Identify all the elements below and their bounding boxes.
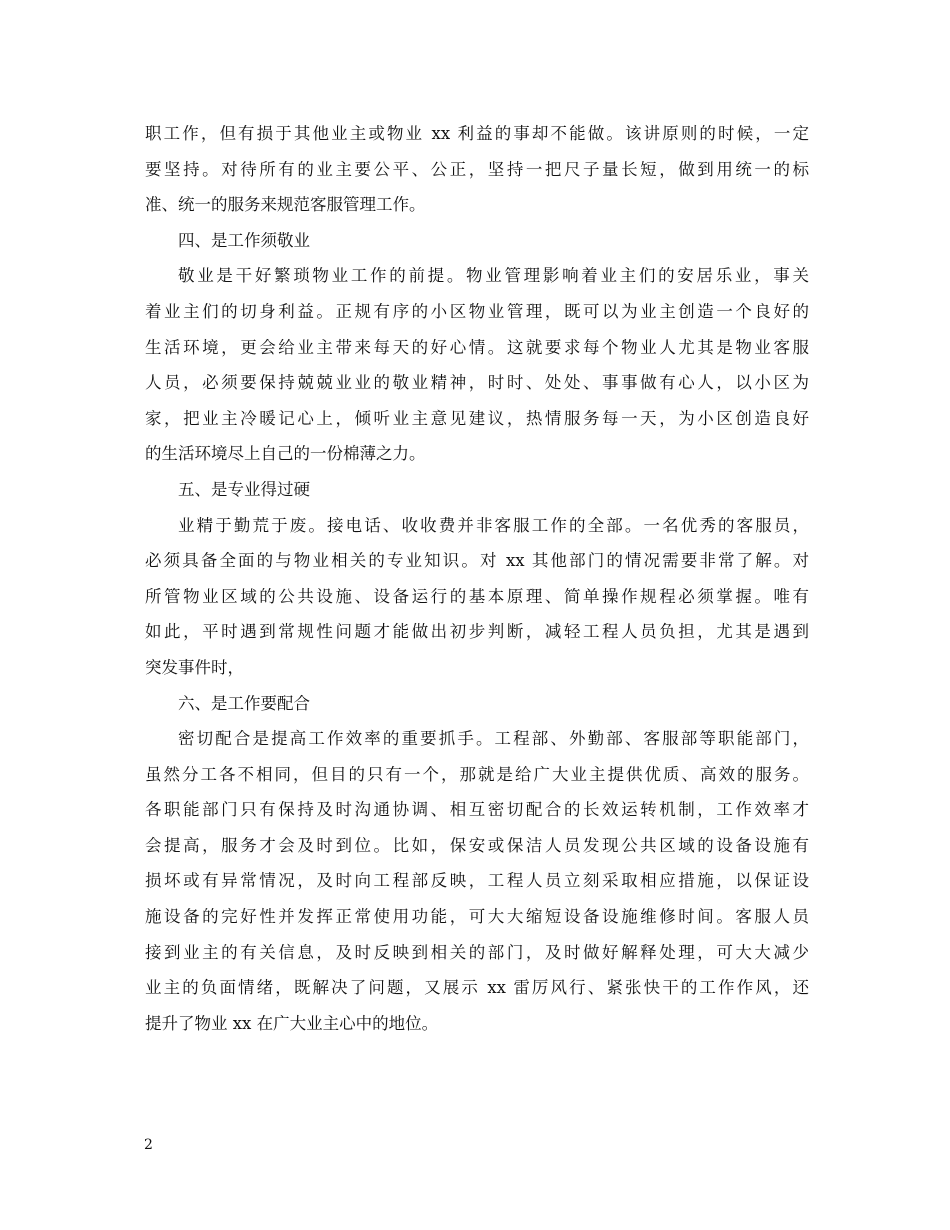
text-line: 密切配合是提高工作效率的重要抓手。工程部、外勤部、客服部等职能部门， <box>178 729 809 749</box>
text-line: 施设备的完好性并发挥正常使用功能，可大大缩短设备设施维修时间。客服人员 <box>145 907 809 927</box>
page-number: 2 <box>144 1137 153 1153</box>
text-line: 会提高，服务才会及时到位。比如，保安或保洁人员发现公共区域的设备设施有 <box>145 835 809 855</box>
text-line: 各职能部门只有保持及时沟通协调、相互密切配合的长效运转机制，工作效率才 <box>145 800 809 820</box>
text-line: 着业主们的切身利益。正规有序的小区物业管理，既可以为业主创造一个良好的 <box>145 301 809 321</box>
text-line: 必须具备全面的与物业相关的专业知识。对 xx 其他部门的情况需要非常了解。对 <box>145 551 809 571</box>
text-line: 业主的负面情绪，既解决了问题，又展示 xx 雷厉风行、紧张快干的工作作风，还 <box>145 978 809 998</box>
text-line: 突发事件时， <box>145 657 244 677</box>
text-line: 职工作，但有损于其他业主或物业 xx 利益的事却不能做。该讲原则的时候，一定 <box>145 124 809 143</box>
section-heading: 五、是专业得过硬 <box>178 479 310 499</box>
text-line: 损坏或有异常情况，及时向工程部反映，工程人员立刻采取相应措施，以保证设 <box>145 871 809 891</box>
body-paragraph <box>145 116 809 223</box>
section-heading: 四、是工作须敬业 <box>178 230 310 250</box>
body-paragraph <box>145 508 809 686</box>
text-line: 如此，平时遇到常规性问题才能做出初步判断，减轻工程人员负担，尤其是遇到 <box>145 622 809 642</box>
text-line: 敬业是干好繁琐物业工作的前提。物业管理影响着业主们的安居乐业，事关 <box>178 266 809 286</box>
text-line: 接到业主的有关信息，及时反映到相关的部门，及时做好解释处理，可大大减少 <box>145 942 809 962</box>
text-line: 业精于勤荒于废。接电话、收收费并非客服工作的全部。一名优秀的客服员， <box>178 515 809 535</box>
text-line: 的生活环境尽上自己的一份棉薄之力。 <box>145 444 426 464</box>
text-line: 人员，必须要保持兢兢业业的敬业精神，时时、处处、事事做有心人，以小区为 <box>145 373 809 393</box>
text-line: 要坚持。对待所有的业主要公平、公正，坚持一把尺子量长短，做到用统一的标 <box>145 159 809 179</box>
text-line: 虽然分工各不相同，但目的只有一个，那就是给广大业主提供优质、高效的服务。 <box>145 764 809 784</box>
body-paragraph <box>145 258 809 472</box>
text-line: 准、统一的服务来规范客服管理工作。 <box>145 195 426 215</box>
text-line: 生活环境，更会给业主带来每天的好心情。这就要求每个物业人尤其是物业客服 <box>145 337 809 357</box>
text-line: 提升了物业 xx 在广大业主心中的地位。 <box>145 1013 439 1033</box>
body-paragraph <box>145 721 809 1041</box>
text-line: 家，把业主冷暖记心上，倾听业主意见建议，热情服务每一天，为小区创造良好 <box>145 408 809 428</box>
section-heading: 六、是工作要配合 <box>178 693 310 713</box>
document-body <box>145 116 809 1041</box>
text-line: 所管物业区域的公共设施、设备运行的基本原理、简单操作规程必须掌握。唯有 <box>145 586 809 606</box>
